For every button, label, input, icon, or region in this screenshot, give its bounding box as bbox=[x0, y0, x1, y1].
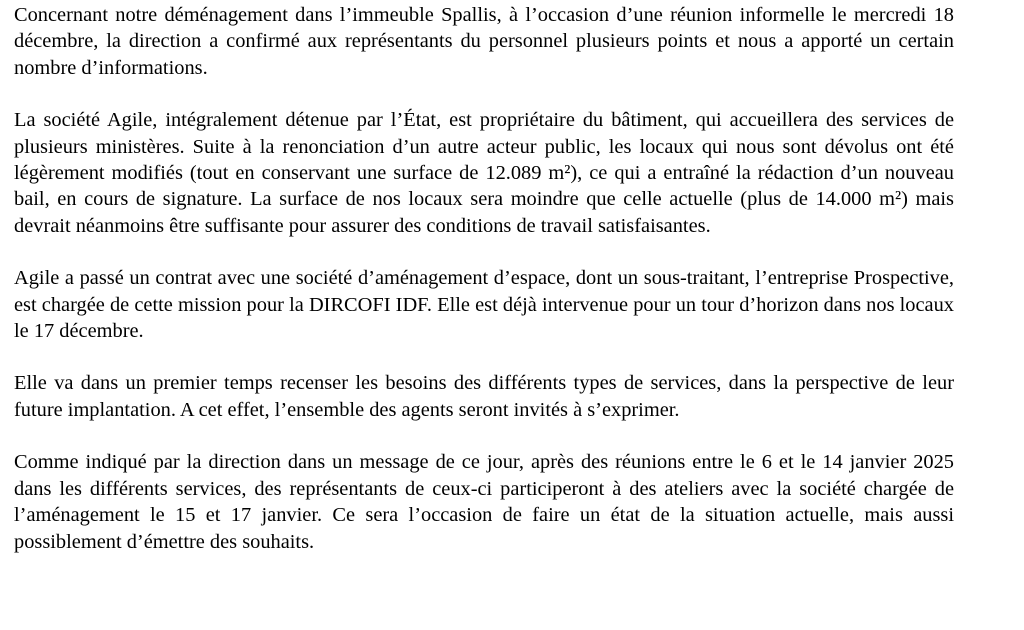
paragraph-building-owner: La société Agile, intégralement détenue par l’État, est propriétaire du bâtiment, qui accueillera des services de plusieurs ministères. Suite à la renonciation d’un autre acteur public, les locaux qui nous sont dévolus ont été légèrement modifiés (tout en conservant une surface de 12.089 m²), ce qui a entraîné la rédaction d’un nouveau bail, en cours de signature. La surface de nos locaux sera moindre que celle actuelle (plus de 14.000 m²) mais devrait néanmoins être suffisante pour assurer des conditions de travail satisfaisantes. bbox=[14, 109, 954, 237]
paragraph-needs-survey: Elle va dans un premier temps recenser les besoins des différents types de services, dans la perspective de leur future implantation. A cet effet, l’ensemble des agents seront invités à s’exprimer. bbox=[14, 372, 954, 421]
paragraph-move-announcement: Concernant notre déménagement dans l’immeuble Spallis, à l’occasion d’une réunion informelle le mercredi 18 décembre, la direction a confirmé aux représentants du personnel plusieurs points et nous a apporté un certain nombre d’informations. bbox=[14, 4, 954, 79]
document-body bbox=[14, 2, 954, 555]
paragraph-space-contractor: Agile a passé un contrat avec une société d’aménagement d’espace, dont un sous-traitant, l’entreprise Prospective, est chargée de cette mission pour la DIRCOFI IDF. Elle est déjà intervenue pour un tour d’horizon dans nos locaux le 17 décembre. bbox=[14, 267, 954, 343]
paragraph-workshops: Comme indiqué par la direction dans un message de ce jour, après des réunions entre le 6 et le 14 janvier 2025 dans les différents services, des représentants de ceux-ci participeront à des ateliers avec la société chargée de l’aménagement le 15 et 17 janvier. Ce sera l’occasion de faire un état de la situation actuelle, mais aussi possiblement d’émettre des souhaits. bbox=[14, 451, 954, 553]
